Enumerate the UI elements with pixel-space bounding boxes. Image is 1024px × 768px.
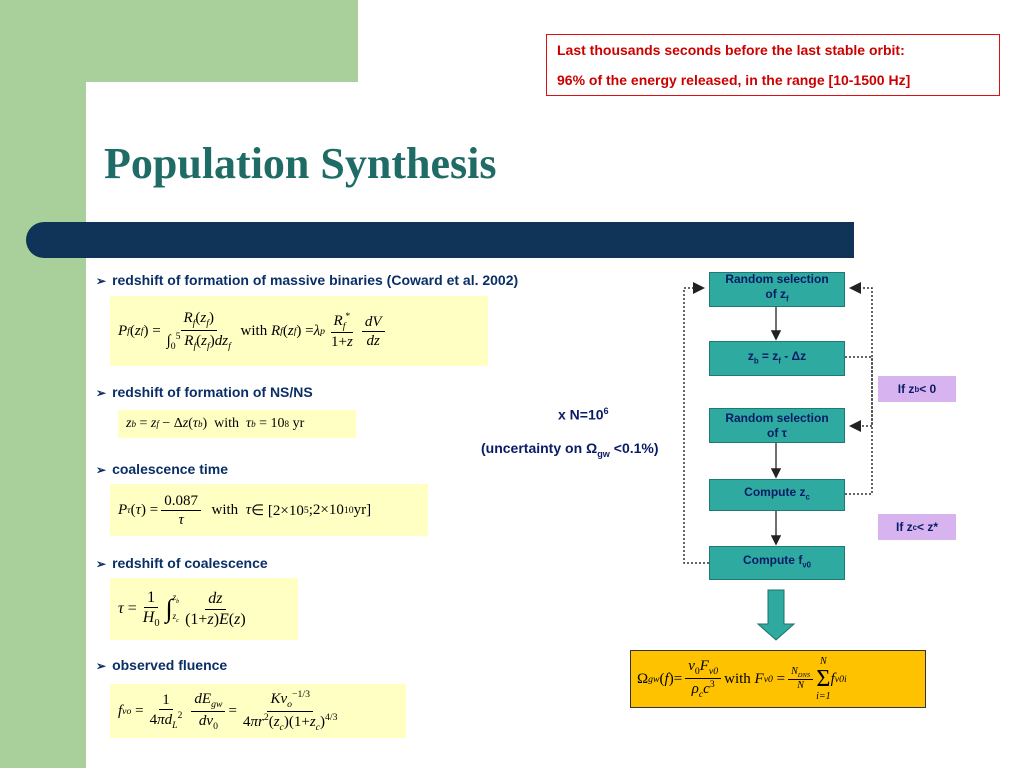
flow-compute-zb: $z_b = z_f - \Delta z$ xyxy=(709,341,845,376)
bullet-arrow-icon: ➢ xyxy=(96,274,107,288)
bullet-4-text: redshift of coalescence xyxy=(112,555,268,571)
formula-observed-fluence: f νo = $\frac{1}{4\pi d_L^2}$ $\frac{dE_{gw}}{d\nu_0}$ = $\frac{K\nu_o^{-1/3}}{4\pi r^2(z_c)(1+z_c)^{4/3}}$ xyxy=(110,684,406,738)
condition-zc-below: If z c < z* xyxy=(878,514,956,540)
bullet-arrow-icon: ➢ xyxy=(96,386,107,400)
formula-formation-rate: P f ( z f ) = $\frac{R_f(z_f)}{\int_0^5 R_f(z_f)dz_f}$ with R f ( z f ) = λ p $\frac{R_f^*}{1+z}$ $\frac{dV}{dz}$ xyxy=(110,296,488,366)
formula-coalescence-time: P τ ( τ ) = $\frac{0.087}{\tau}$ with τ ∈ [2×10 5 ;2×10 10 yr] xyxy=(110,484,428,536)
note-line-2: 96% of the energy released, in the range [10-1500 Hz] xyxy=(557,72,911,88)
bullet-2-text: redshift of formation of NS/NS xyxy=(112,384,313,400)
bullet-1-text: redshift of formation of massive binaries (Coward et al. 2002) xyxy=(112,272,519,288)
bullet-3-text: coalescence time xyxy=(112,461,229,477)
uncertainty-note: (uncertainty on $\Omega_{gw} <0.1\%$) xyxy=(481,440,659,459)
flow-compute-zc: Compute $z_c$ xyxy=(709,479,845,511)
iteration-count: x $N=10^6$ xyxy=(558,406,609,423)
flow-random-tau: Random selection of τ xyxy=(709,408,845,443)
slide-title: Population Synthesis xyxy=(104,139,497,188)
bullet-arrow-icon: ➢ xyxy=(96,557,107,571)
note-line-1: Last thousands seconds before the last stable orbit: xyxy=(557,42,905,58)
formula-energy-density: Ω gw ( f )= $\frac{\nu_0F_{\nu 0}}{\rho_cc^3}$ with F ν0 = $\frac{N_{DNS}}{N}$ N Σ i=1 f ν0 i xyxy=(630,650,926,708)
condition-zb-negative: If z b < 0 xyxy=(878,376,956,402)
bullet-arrow-icon: ➢ xyxy=(96,659,107,673)
bullet-5-text: observed fluence xyxy=(112,657,228,673)
flow-compute-fnu: Compute $f_{\nu 0}$ xyxy=(709,546,845,580)
down-arrow-icon xyxy=(758,590,794,640)
formula-coalescence-redshift: τ = $\frac{1}{H_0}$ ∫ $z_b$ $z_c$ $\frac{dz}{(1+z)E(z)}$ xyxy=(110,578,298,640)
formula-ns-redshift: z b = z f − Δ z ( τ b ) with τ b = 10 8 yr xyxy=(118,410,356,438)
flow-random-zf: Random selection of $z_f$ xyxy=(709,272,845,307)
bullet-arrow-icon: ➢ xyxy=(96,463,107,477)
